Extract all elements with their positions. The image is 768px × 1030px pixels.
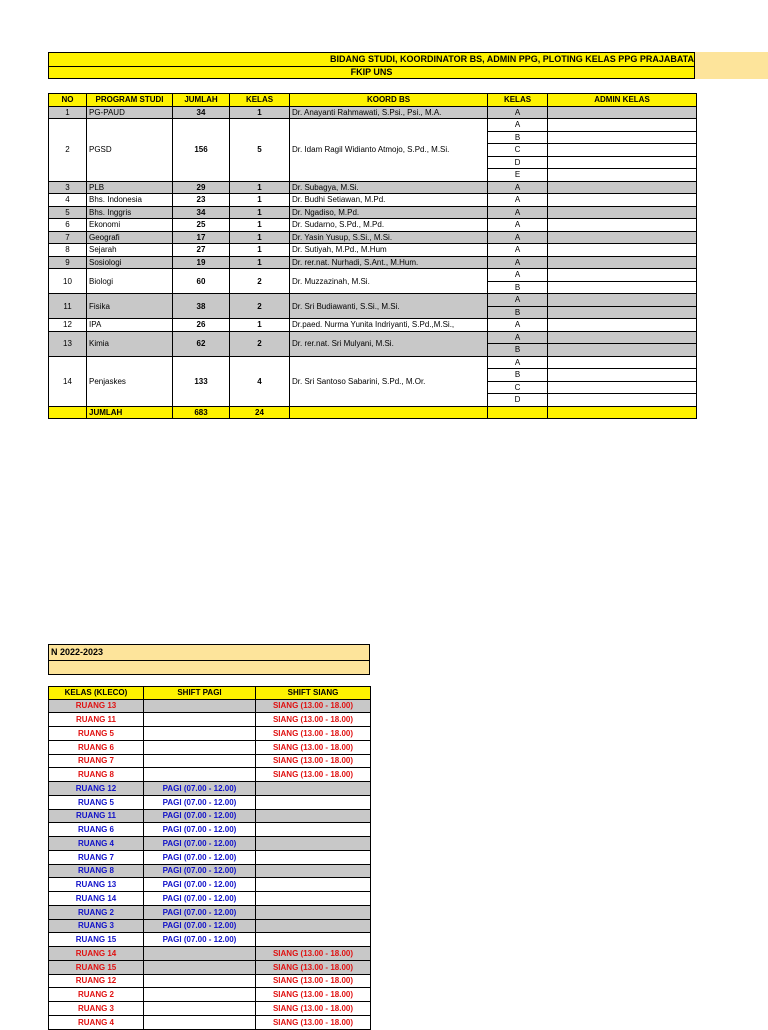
room-cell: RUANG 8 bbox=[49, 768, 144, 782]
table-row bbox=[49, 206, 697, 219]
no-cell: 4 bbox=[49, 194, 87, 207]
shift-row bbox=[49, 713, 371, 727]
pagi-cell: PAGI (07.00 - 12.00) bbox=[144, 878, 256, 892]
table-row bbox=[49, 194, 697, 207]
admin-cell bbox=[548, 344, 697, 357]
room-cell: RUANG 11 bbox=[49, 809, 144, 823]
class-letter-cell: A bbox=[488, 181, 548, 194]
pagi-cell: PAGI (07.00 - 12.00) bbox=[144, 782, 256, 796]
table-header-row bbox=[49, 94, 697, 107]
no-cell: 11 bbox=[49, 294, 87, 319]
program-cell: Sosiologi bbox=[87, 256, 173, 269]
total-class-cell bbox=[488, 406, 548, 419]
program-cell: PG-PAUD bbox=[87, 106, 173, 119]
table-row bbox=[49, 294, 697, 307]
siang-cell: SIANG (13.00 - 18.00) bbox=[256, 699, 371, 713]
program-cell: Kimia bbox=[87, 331, 173, 356]
class-letter-cell: A bbox=[488, 294, 548, 307]
table-row bbox=[49, 319, 697, 332]
no-cell: 9 bbox=[49, 256, 87, 269]
total-koord-cell bbox=[290, 406, 488, 419]
pagi-cell bbox=[144, 768, 256, 782]
shift-table bbox=[48, 686, 371, 1030]
kelas-count-cell: 4 bbox=[230, 356, 290, 406]
admin-cell bbox=[548, 256, 697, 269]
total-kelas: 24 bbox=[230, 406, 290, 419]
class-letter-cell: D bbox=[488, 394, 548, 407]
room-cell: RUANG 2 bbox=[49, 988, 144, 1002]
pagi-cell bbox=[144, 713, 256, 727]
pagi-cell bbox=[144, 1015, 256, 1029]
pagi-cell bbox=[144, 974, 256, 988]
program-cell: PLB bbox=[87, 181, 173, 194]
no-cell: 8 bbox=[49, 244, 87, 257]
room-cell: RUANG 2 bbox=[49, 905, 144, 919]
no-cell: 2 bbox=[49, 119, 87, 182]
shift-row bbox=[49, 988, 371, 1002]
siang-cell: SIANG (13.00 - 18.00) bbox=[256, 754, 371, 768]
no-cell: 7 bbox=[49, 231, 87, 244]
shift-row bbox=[49, 754, 371, 768]
koord-cell: Dr. rer.nat. Sri Mulyani, M.Si. bbox=[290, 331, 488, 356]
program-cell: Ekonomi bbox=[87, 219, 173, 232]
room-cell: RUANG 4 bbox=[49, 1015, 144, 1029]
academic-year-label: N 2022-2023 bbox=[49, 645, 369, 661]
siang-cell bbox=[256, 850, 371, 864]
siang-cell: SIANG (13.00 - 18.00) bbox=[256, 768, 371, 782]
admin-cell bbox=[548, 131, 697, 144]
shift-row bbox=[49, 905, 371, 919]
shift-row bbox=[49, 795, 371, 809]
siang-cell bbox=[256, 864, 371, 878]
admin-cell bbox=[548, 281, 697, 294]
class-letter-cell: A bbox=[488, 219, 548, 232]
kelas-count-cell: 2 bbox=[230, 269, 290, 294]
total-no-cell bbox=[49, 406, 87, 419]
total-admin-cell bbox=[548, 406, 697, 419]
admin-cell bbox=[548, 244, 697, 257]
jumlah-cell: 133 bbox=[173, 356, 230, 406]
table-row bbox=[49, 331, 697, 344]
kelas-count-cell: 2 bbox=[230, 331, 290, 356]
shift-row bbox=[49, 823, 371, 837]
column-header: SHIFT PAGI bbox=[144, 687, 256, 700]
kelas-count-cell: 1 bbox=[230, 244, 290, 257]
program-cell: Geografi bbox=[87, 231, 173, 244]
room-cell: RUANG 3 bbox=[49, 919, 144, 933]
column-header: KELAS bbox=[230, 94, 290, 107]
column-header: KELAS bbox=[488, 94, 548, 107]
column-header: SHIFT SIANG bbox=[256, 687, 371, 700]
shift-row bbox=[49, 947, 371, 961]
jumlah-cell: 34 bbox=[173, 106, 230, 119]
shift-row bbox=[49, 933, 371, 947]
admin-cell bbox=[548, 306, 697, 319]
room-cell: RUANG 5 bbox=[49, 795, 144, 809]
class-letter-cell: B bbox=[488, 306, 548, 319]
pagi-cell bbox=[144, 727, 256, 741]
shift-row bbox=[49, 974, 371, 988]
table-row bbox=[49, 244, 697, 257]
pagi-cell bbox=[144, 947, 256, 961]
table-row bbox=[49, 219, 697, 232]
program-cell: PGSD bbox=[87, 119, 173, 182]
total-label: JUMLAH bbox=[87, 406, 173, 419]
koord-cell: Dr. Sri Budiawanti, S.Si., M.Si. bbox=[290, 294, 488, 319]
title-overflow-cell bbox=[695, 52, 768, 79]
siang-cell: SIANG (13.00 - 18.00) bbox=[256, 1002, 371, 1016]
admin-cell bbox=[548, 331, 697, 344]
room-cell: RUANG 7 bbox=[49, 850, 144, 864]
shift-row bbox=[49, 699, 371, 713]
siang-cell bbox=[256, 809, 371, 823]
siang-cell bbox=[256, 795, 371, 809]
jumlah-cell: 34 bbox=[173, 206, 230, 219]
pagi-cell: PAGI (07.00 - 12.00) bbox=[144, 892, 256, 906]
table-row bbox=[49, 119, 697, 132]
siang-cell: SIANG (13.00 - 18.00) bbox=[256, 947, 371, 961]
pagi-cell bbox=[144, 754, 256, 768]
column-header: NO bbox=[49, 94, 87, 107]
shift-row bbox=[49, 809, 371, 823]
siang-cell bbox=[256, 933, 371, 947]
room-cell: RUANG 13 bbox=[49, 878, 144, 892]
admin-cell bbox=[548, 119, 697, 132]
admin-cell bbox=[548, 144, 697, 157]
shift-row bbox=[49, 782, 371, 796]
no-cell: 10 bbox=[49, 269, 87, 294]
pagi-cell: PAGI (07.00 - 12.00) bbox=[144, 864, 256, 878]
shift-row bbox=[49, 850, 371, 864]
admin-cell bbox=[548, 106, 697, 119]
admin-cell bbox=[548, 269, 697, 282]
admin-cell bbox=[548, 156, 697, 169]
kelas-count-cell: 5 bbox=[230, 119, 290, 182]
siang-cell: SIANG (13.00 - 18.00) bbox=[256, 988, 371, 1002]
shift-row bbox=[49, 837, 371, 851]
table-row bbox=[49, 356, 697, 369]
koord-cell: Dr. Budhi Setiawan, M.Pd. bbox=[290, 194, 488, 207]
room-cell: RUANG 12 bbox=[49, 974, 144, 988]
admin-cell bbox=[548, 319, 697, 332]
admin-cell bbox=[548, 369, 697, 382]
shift-row bbox=[49, 864, 371, 878]
siang-cell bbox=[256, 919, 371, 933]
title-box bbox=[48, 52, 695, 79]
class-letter-cell: B bbox=[488, 344, 548, 357]
class-letter-cell: A bbox=[488, 356, 548, 369]
pagi-cell: PAGI (07.00 - 12.00) bbox=[144, 919, 256, 933]
siang-cell: SIANG (13.00 - 18.00) bbox=[256, 960, 371, 974]
room-cell: RUANG 13 bbox=[49, 699, 144, 713]
admin-cell bbox=[548, 381, 697, 394]
no-cell: 6 bbox=[49, 219, 87, 232]
room-cell: RUANG 6 bbox=[49, 823, 144, 837]
siang-cell bbox=[256, 837, 371, 851]
table-row bbox=[49, 106, 697, 119]
koord-cell: Dr. Sri Santoso Sabarini, S.Pd., M.Or. bbox=[290, 356, 488, 406]
koord-cell: Dr. Sudarno, S.Pd., M.Pd. bbox=[290, 219, 488, 232]
siang-cell bbox=[256, 905, 371, 919]
class-letter-cell: A bbox=[488, 331, 548, 344]
total-row bbox=[49, 406, 697, 419]
admin-cell bbox=[548, 181, 697, 194]
shift-row bbox=[49, 1015, 371, 1029]
class-letter-cell: A bbox=[488, 244, 548, 257]
class-letter-cell: B bbox=[488, 369, 548, 382]
no-cell: 5 bbox=[49, 206, 87, 219]
pagi-cell: PAGI (07.00 - 12.00) bbox=[144, 850, 256, 864]
admin-cell bbox=[548, 169, 697, 182]
room-cell: RUANG 15 bbox=[49, 960, 144, 974]
room-cell: RUANG 15 bbox=[49, 933, 144, 947]
class-letter-cell: B bbox=[488, 131, 548, 144]
jumlah-cell: 62 bbox=[173, 331, 230, 356]
pagi-cell: PAGI (07.00 - 12.00) bbox=[144, 823, 256, 837]
siang-cell: SIANG (13.00 - 18.00) bbox=[256, 1015, 371, 1029]
class-letter-cell: A bbox=[488, 206, 548, 219]
jumlah-cell: 25 bbox=[173, 219, 230, 232]
admin-cell bbox=[548, 206, 697, 219]
siang-cell bbox=[256, 782, 371, 796]
kelas-count-cell: 1 bbox=[230, 256, 290, 269]
kelas-count-cell: 1 bbox=[230, 319, 290, 332]
admin-cell bbox=[548, 356, 697, 369]
no-cell: 14 bbox=[49, 356, 87, 406]
admin-cell bbox=[548, 194, 697, 207]
class-letter-cell: A bbox=[488, 319, 548, 332]
koord-cell: Dr. Yasin Yusup, S.Si., M.Si. bbox=[290, 231, 488, 244]
koord-cell: Dr. Muzzazinah, M.Si. bbox=[290, 269, 488, 294]
siang-cell bbox=[256, 823, 371, 837]
jumlah-cell: 156 bbox=[173, 119, 230, 182]
jumlah-cell: 38 bbox=[173, 294, 230, 319]
shift-row bbox=[49, 919, 371, 933]
pagi-cell bbox=[144, 960, 256, 974]
koord-cell: Dr. Sutiyah, M.Pd., M.Hum bbox=[290, 244, 488, 257]
shift-row bbox=[49, 727, 371, 741]
jumlah-cell: 26 bbox=[173, 319, 230, 332]
class-letter-cell: C bbox=[488, 144, 548, 157]
no-cell: 12 bbox=[49, 319, 87, 332]
kelas-count-cell: 1 bbox=[230, 231, 290, 244]
column-header: KELAS (KLECO) bbox=[49, 687, 144, 700]
pagi-cell: PAGI (07.00 - 12.00) bbox=[144, 933, 256, 947]
pagi-cell: PAGI (07.00 - 12.00) bbox=[144, 795, 256, 809]
siang-cell: SIANG (13.00 - 18.00) bbox=[256, 713, 371, 727]
page-subtitle: FKIP UNS bbox=[350, 67, 393, 77]
koord-cell: Dr.paed. Nurma Yunita Indriyanti, S.Pd.,M.Si., bbox=[290, 319, 488, 332]
total-jumlah: 683 bbox=[173, 406, 230, 419]
room-cell: RUANG 7 bbox=[49, 754, 144, 768]
column-header: JUMLAH bbox=[173, 94, 230, 107]
table-row bbox=[49, 231, 697, 244]
class-letter-cell: A bbox=[488, 119, 548, 132]
room-cell: RUANG 4 bbox=[49, 837, 144, 851]
room-cell: RUANG 11 bbox=[49, 713, 144, 727]
admin-cell bbox=[548, 394, 697, 407]
class-letter-cell: E bbox=[488, 169, 548, 182]
room-cell: RUANG 5 bbox=[49, 727, 144, 741]
no-cell: 3 bbox=[49, 181, 87, 194]
class-letter-cell: A bbox=[488, 106, 548, 119]
table-row bbox=[49, 181, 697, 194]
room-cell: RUANG 14 bbox=[49, 892, 144, 906]
koord-cell: Dr. rer.nat. Nurhadi, S.Ant., M.Hum. bbox=[290, 256, 488, 269]
room-cell: RUANG 12 bbox=[49, 782, 144, 796]
no-cell: 1 bbox=[49, 106, 87, 119]
jumlah-cell: 27 bbox=[173, 244, 230, 257]
program-cell: Bhs. Indonesia bbox=[87, 194, 173, 207]
no-cell: 13 bbox=[49, 331, 87, 356]
siang-cell bbox=[256, 878, 371, 892]
column-header: KOORD BS bbox=[290, 94, 488, 107]
year-box bbox=[48, 644, 370, 675]
shift-row bbox=[49, 960, 371, 974]
program-cell: Fisika bbox=[87, 294, 173, 319]
pagi-cell: PAGI (07.00 - 12.00) bbox=[144, 837, 256, 851]
program-cell: Bhs. Inggris bbox=[87, 206, 173, 219]
kelas-count-cell: 1 bbox=[230, 181, 290, 194]
jumlah-cell: 29 bbox=[173, 181, 230, 194]
room-cell: RUANG 6 bbox=[49, 740, 144, 754]
siang-cell: SIANG (13.00 - 18.00) bbox=[256, 727, 371, 741]
room-cell: RUANG 8 bbox=[49, 864, 144, 878]
class-letter-cell: A bbox=[488, 256, 548, 269]
kelas-count-cell: 1 bbox=[230, 194, 290, 207]
kelas-count-cell: 2 bbox=[230, 294, 290, 319]
program-cell: Biologi bbox=[87, 269, 173, 294]
page-title: BIDANG STUDI, KOORDINATOR BS, ADMIN PPG, PLOTING KELAS PPG PRAJABATA bbox=[49, 53, 694, 67]
siang-cell bbox=[256, 892, 371, 906]
column-header: PROGRAM STUDI bbox=[87, 94, 173, 107]
class-letter-cell: B bbox=[488, 281, 548, 294]
admin-cell bbox=[548, 219, 697, 232]
pagi-cell: PAGI (07.00 - 12.00) bbox=[144, 905, 256, 919]
siang-cell: SIANG (13.00 - 18.00) bbox=[256, 740, 371, 754]
class-letter-cell: D bbox=[488, 156, 548, 169]
jumlah-cell: 19 bbox=[173, 256, 230, 269]
class-letter-cell: A bbox=[488, 194, 548, 207]
shift-row bbox=[49, 740, 371, 754]
kelas-count-cell: 1 bbox=[230, 219, 290, 232]
pagi-cell bbox=[144, 1002, 256, 1016]
class-letter-cell: A bbox=[488, 269, 548, 282]
shift-row bbox=[49, 768, 371, 782]
jumlah-cell: 17 bbox=[173, 231, 230, 244]
program-cell: Penjaskes bbox=[87, 356, 173, 406]
program-cell: IPA bbox=[87, 319, 173, 332]
class-letter-cell: A bbox=[488, 231, 548, 244]
shift-row bbox=[49, 892, 371, 906]
room-cell: RUANG 3 bbox=[49, 1002, 144, 1016]
class-letter-cell: C bbox=[488, 381, 548, 394]
siang-cell: SIANG (13.00 - 18.00) bbox=[256, 974, 371, 988]
shift-row bbox=[49, 1002, 371, 1016]
pagi-cell bbox=[144, 740, 256, 754]
shift-row bbox=[49, 878, 371, 892]
table-row bbox=[49, 256, 697, 269]
kelas-count-cell: 1 bbox=[230, 206, 290, 219]
jumlah-cell: 60 bbox=[173, 269, 230, 294]
koord-cell: Dr. Subagya, M.Si. bbox=[290, 181, 488, 194]
table-row bbox=[49, 269, 697, 282]
admin-cell bbox=[548, 294, 697, 307]
pagi-cell bbox=[144, 699, 256, 713]
pagi-cell: PAGI (07.00 - 12.00) bbox=[144, 809, 256, 823]
table-header-row bbox=[49, 687, 371, 700]
program-cell: Sejarah bbox=[87, 244, 173, 257]
kelas-count-cell: 1 bbox=[230, 106, 290, 119]
koord-cell: Dr. Idam Ragil Widianto Atmojo, S.Pd., M.Si. bbox=[290, 119, 488, 182]
pagi-cell bbox=[144, 988, 256, 1002]
koord-cell: Dr. Ngadiso, M.Pd. bbox=[290, 206, 488, 219]
room-cell: RUANG 14 bbox=[49, 947, 144, 961]
jumlah-cell: 23 bbox=[173, 194, 230, 207]
program-study-table bbox=[48, 93, 697, 419]
koord-cell: Dr. Anayanti Rahmawati, S.Psi., Psi., M.A. bbox=[290, 106, 488, 119]
column-header: ADMIN KELAS bbox=[548, 94, 697, 107]
admin-cell bbox=[548, 231, 697, 244]
